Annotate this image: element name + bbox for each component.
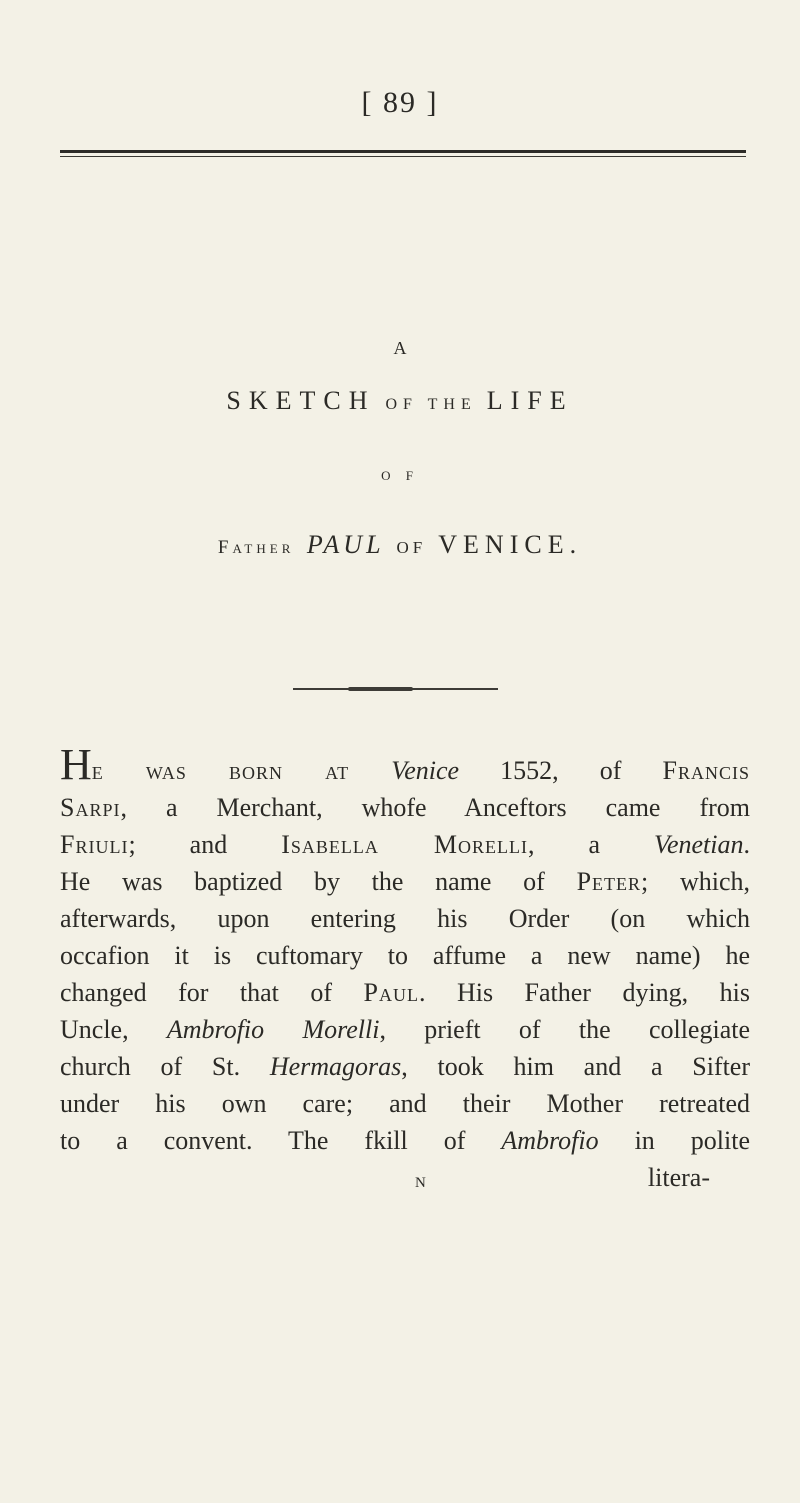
text-line: Sarpi, a Merchant, whofe Anceftors came from xyxy=(60,793,750,822)
title-main-line xyxy=(0,386,800,416)
header-double-rule xyxy=(60,150,746,157)
page-number: [ 89 ] xyxy=(361,86,439,119)
text-line: occafion it is cuftomary to affume a new name) he xyxy=(60,941,750,970)
title-article: A xyxy=(393,338,407,358)
signature-mark: N xyxy=(415,1175,427,1191)
title-paul: PAUL xyxy=(306,530,385,559)
title-sketch: SKETCH xyxy=(226,386,376,415)
drop-cap: H xyxy=(60,740,92,789)
text-line: church of St. Hermagoras, took him and a Sifter xyxy=(60,1052,750,1081)
title-venice: VENICE. xyxy=(438,530,583,559)
text-line: afterwards, upon entering his Order (on which xyxy=(60,904,750,933)
text-line: under his own care; and their Mother retreated xyxy=(60,1089,750,1118)
text-line: Uncle, Ambrofio Morelli, prieft of the collegiate xyxy=(60,1015,750,1044)
text-line: to a convent. The fkill of Ambrofio in polite xyxy=(60,1126,750,1155)
body-text xyxy=(60,740,750,1202)
title-of-2: OF xyxy=(396,538,427,557)
title-life: LIFE xyxy=(486,386,574,415)
text-line: Friuli; and Isabella Morelli, a Venetian. xyxy=(60,830,750,859)
page-footer xyxy=(60,1159,750,1202)
title-of-the: OF THE xyxy=(385,396,477,413)
text-line: changed for that of Paul. His Father dying, his xyxy=(60,978,750,1007)
catchword: litera- xyxy=(647,1163,710,1192)
title-father: Father xyxy=(217,537,295,558)
title-subject-line xyxy=(0,530,800,560)
text-line: He was born at Venice 1552, of Francis xyxy=(60,740,750,789)
ornament-rule xyxy=(293,688,498,690)
text-line: He was baptized by the name of Peter; which, xyxy=(60,867,750,896)
title-of: O F xyxy=(381,468,419,483)
